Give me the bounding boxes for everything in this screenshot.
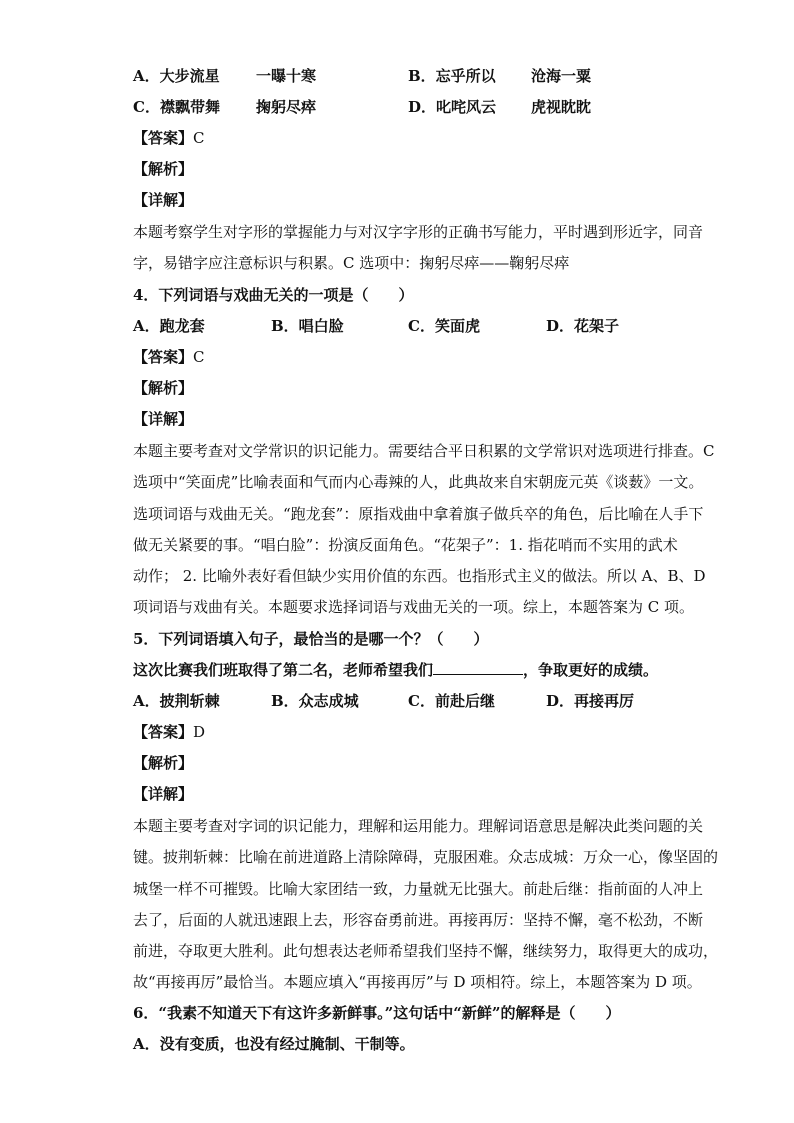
q5-answer-value: D xyxy=(193,723,206,741)
q5-detail-line: 键。披荆斩棘：比喻在前进道路上清除障碍，克服困难。众志成城：万众一心，像坚固的 xyxy=(133,848,719,866)
q3-option-d-word2: 虎视眈眈 xyxy=(531,98,592,116)
q4-option-c: C．笑面虎 xyxy=(408,317,480,335)
q5-option-a: A．披荆斩棘 xyxy=(133,692,220,710)
q5-detail-line: 城堡一样不可摧毁。比喻大家团结一致，力量就无比强大。前赴后继：指前面的人冲上 xyxy=(133,880,704,898)
q3-answer-value: C xyxy=(193,129,205,147)
q5-option-d: D．再接再厉 xyxy=(546,692,635,710)
q4-detail-line: 本题主要考查对文学常识的识记能力。需要结合平日积累的文学常识对选项进行排查。C xyxy=(133,442,715,460)
q4-option-b: B．唱白脸 xyxy=(271,317,344,335)
q5-detail-line: 前进，夺取更大胜利。此句想表达老师希望我们坚持不懈，继续努力，取得更大的成功， xyxy=(133,942,719,960)
q3-option-d: D．叱咤风云 xyxy=(408,98,497,116)
q4-detail-line: 项词语与戏曲有关。本题要求选择词语与戏曲无关的一项。综上，本题答案为 C 项。 xyxy=(133,598,695,616)
q5-fill-blank xyxy=(433,660,523,675)
q3-detail-label: 【详解】 xyxy=(133,191,194,209)
q3-detail-line: 本题考察学生对字形的掌握能力与对汉字字形的正确书写能力，平时遇到形近字，同音 xyxy=(133,223,704,241)
q3-option-b-word2: 沧海一粟 xyxy=(531,67,592,85)
q4-answer-label: 【答案】 xyxy=(133,348,194,366)
q5-sentence xyxy=(133,660,658,680)
q3-option-a: A．大步流星 xyxy=(133,67,220,85)
q3-detail-line: 字，易错字应注意标识与积累。C 选项中：掬躬尽瘁——鞠躬尽瘁 xyxy=(133,254,570,272)
q5-option-b: B．众志成城 xyxy=(271,692,359,710)
q4-option-a: A．跑龙套 xyxy=(133,317,205,335)
q5-option-c: C．前赴后继 xyxy=(408,692,495,710)
q4-detail-line: 选项中“笑面虎”比喻表面和气而内心毒辣的人，此典故来自宋朝庞元英《谈薮》一文。 xyxy=(133,473,704,491)
q5-detail-line: 本题主要考查对字词的识记能力，理解和运用能力。理解词语意思是解决此类问题的关 xyxy=(133,817,704,835)
q3-analysis-label: 【解析】 xyxy=(133,160,194,178)
q3-option-c: C．襟飘带舞 xyxy=(133,98,220,116)
q3-option-a-word2: 一曝十寒 xyxy=(256,67,317,85)
q4-detail-label: 【详解】 xyxy=(133,410,194,428)
q5-question: 5．下列词语填入句子，最恰当的是哪一个？（ ） xyxy=(133,630,489,648)
q4-answer-line xyxy=(133,347,205,367)
q3-answer-line xyxy=(133,128,205,148)
q4-answer-value: C xyxy=(193,348,205,366)
q4-detail-line: 选项词语与戏曲无关。“跑龙套”：原指戏曲中拿着旗子做兵卒的角色，后比喻在人手下 xyxy=(133,505,704,523)
q3-option-b: B．忘乎所以 xyxy=(408,67,496,85)
q5-detail-label: 【详解】 xyxy=(133,785,194,803)
q4-option-d: D．花架子 xyxy=(546,317,620,335)
q5-answer-label: 【答案】 xyxy=(133,723,194,741)
q3-answer-label: 【答案】 xyxy=(133,129,194,147)
q3-option-c-word2: 掬躬尽瘁 xyxy=(256,98,317,116)
q6-option-a: A．没有变质，也没有经过腌制、干制等。 xyxy=(133,1035,415,1053)
q6-question: 6．“我素不知道天下有这许多新鲜事。”这句话中“新鲜”的解释是（ ） xyxy=(133,1004,621,1022)
q4-detail-line: 动作； 2. 比喻外表好看但缺少实用价值的东西。也指形式主义的做法。所以 A、B、D xyxy=(133,567,706,585)
q4-question: 4．下列词语与戏曲无关的一项是（ ） xyxy=(133,286,414,304)
q4-analysis-label: 【解析】 xyxy=(133,379,194,397)
q5-analysis-label: 【解析】 xyxy=(133,754,194,772)
q5-detail-line: 故“再接再厉”最恰当。本题应填入“再接再厉”与 D 项相符。综上，本题答案为 D 项。 xyxy=(133,973,702,991)
q5-detail-line: 去了，后面的人就迅速跟上去，形容奋勇前进。再接再厉：坚持不懈，毫不松劲，不断 xyxy=(133,911,704,929)
q5-answer-line xyxy=(133,722,205,742)
q4-detail-line: 做无关紧要的事。“唱白脸”：扮演反面角色。“花架子”：1. 指花哨而不实用的武术 xyxy=(133,536,678,554)
q5-sentence-start: 这次比赛我们班取得了第二名，老师希望我们 xyxy=(133,661,434,679)
q5-sentence-end: ，争取更好的成绩。 xyxy=(523,661,659,679)
